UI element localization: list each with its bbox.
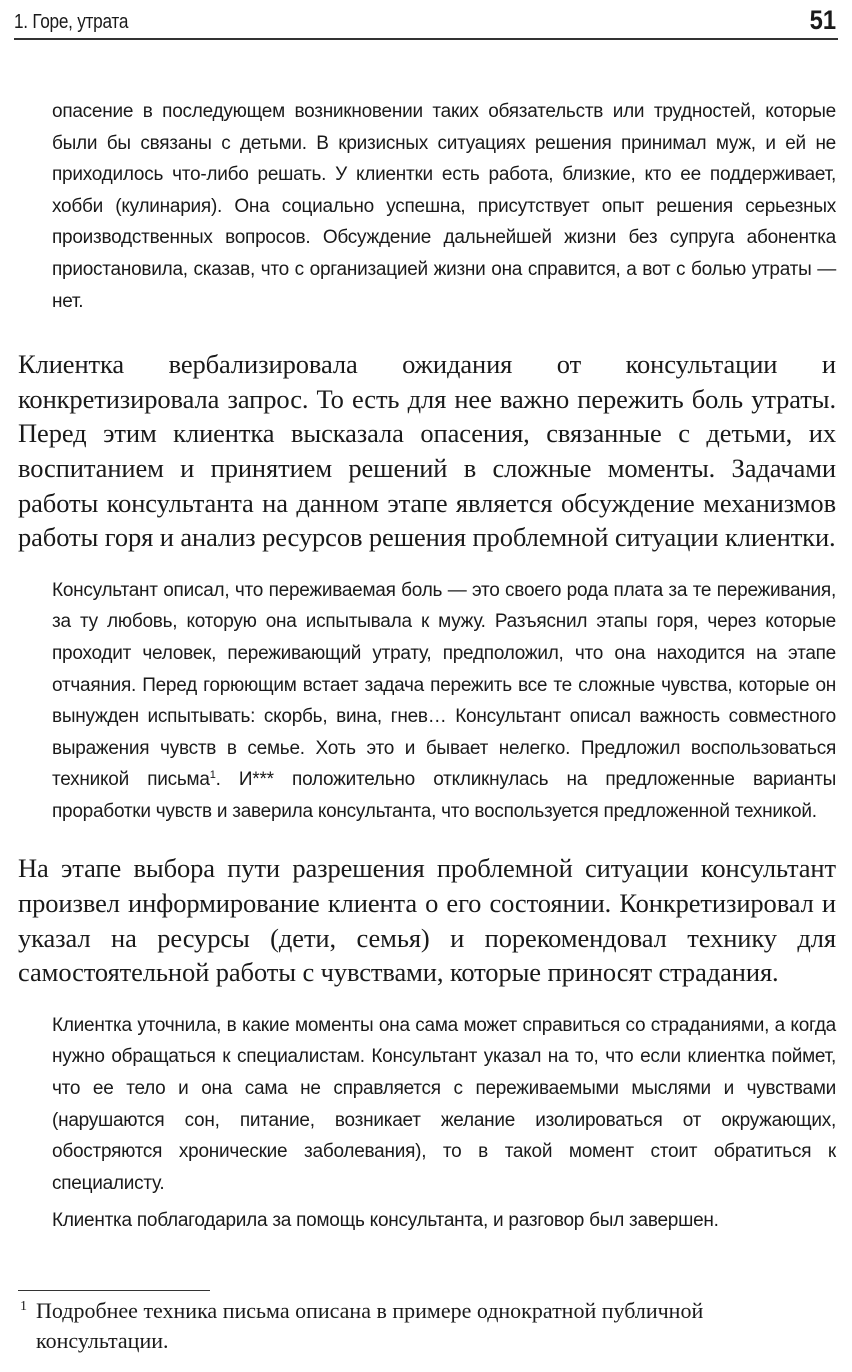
page-content: [18, 96, 836, 1237]
footnote-divider: [18, 1290, 210, 1291]
body-paragraph: На этапе выбора пути разрешения проблемной ситуации консультант произвел информирование клиента о его состоянии. Конкретизировал и указал на ресурсы (дети, семья) и порекомендовал технику для самостоятельной работы с чувствами, которые приносят страдания.: [18, 853, 836, 988]
page-header: [14, 6, 838, 40]
footnote: [18, 1296, 836, 1356]
case-paragraph: Клиентка уточнила, в какие моменты она сама может справиться со страданиями, а когда нужно обращаться к специалистам. Консультант указал на то, что если клиентка поймет, что ее тело и она сама не справляется с переживаемыми мыслями и чувствами (нарушаются сон, питание, возникает желание изолироваться от окружающих, обостряются хронические заболевания), то в такой момент стоит обратиться к специалисту.: [52, 1014, 836, 1194]
body-paragraph: Клиентка вербализировала ожидания от консультации и конкретизировала запрос. То есть для нее важно пережить боль утраты. Перед этим клиентка высказала опасения, связанные с детьми, их воспитанием и принятием решений в сложные моменты. Задачами работы консультанта на данном этапе является обсуждение механизмов работы горя и анализ ресурсов решения проблемной ситуации клиентки.: [18, 349, 836, 553]
case-paragraph: опасение в последующем возникновении таких обязательств или трудностей, которые были бы связаны с детьми. В кризисных ситуациях решения принимал муж, и ей не приходилось что-либо решать. У клиентки есть работа, близкие, кто ее поддерживает, хобби (кулинария). Она социально успешна, присутствует опыт решения серьезных производственных вопросов. Обсуждение дальнейшей жизни без супруга абонентка приостановила, сказав, что с организацией жизни она справится, а вот с болью утраты — нет.: [52, 101, 836, 312]
footnote-mark: 1: [20, 1299, 27, 1314]
case-paragraph: [52, 575, 836, 828]
footnote-text: Подробнее техника письма описана в примере однократной публичной консультации.: [36, 1298, 704, 1353]
running-title: 1. Горе, утрата: [14, 11, 129, 33]
page-number: 51: [809, 5, 836, 35]
case-text-part: . И*** положительно откликнулась на предложенные варианты проработки чувств и заверила консультанта, что воспользуется предложенной техникой.: [52, 769, 836, 822]
case-paragraph: Клиентка поблагодарила за помощь консультанта, и разговор был завершен.: [52, 1210, 719, 1232]
case-text-part: Консультант описал, что переживаемая боль — это своего рода плата за те переживания, за ту любовь, которую она испытывала к мужу. Разъяснил этапы горя, через которые проходит человек, переживающий утрату, предположил, что она находится на этапе отчаяния. Перед горюющим встает задача пережить все те сложные чувства, которые он вынужден испытывать: скорбь, вина, гнев… Консультант описал важность совместного выражения чувств в семье. Хоть это и бывает нелегко. Предложил воспользоваться техникой письма: [52, 579, 836, 791]
footnote-reference[interactable]: 1: [209, 769, 216, 782]
